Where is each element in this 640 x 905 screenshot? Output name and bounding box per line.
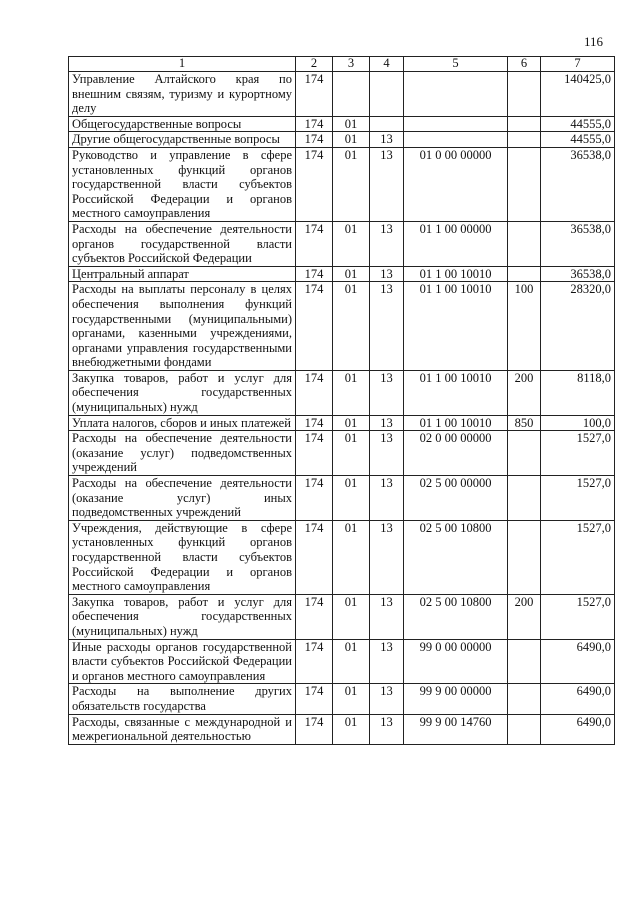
expense-type-cell <box>508 684 541 714</box>
section-code-cell: 01 <box>333 714 370 744</box>
ministry-code-cell: 174 <box>296 714 333 744</box>
expense-type-cell: 100 <box>508 282 541 371</box>
amount-cell: 1527,0 <box>541 476 615 521</box>
expense-name-cell: Расходы, связанные с международной и межрегиональной деятельностью <box>69 714 296 744</box>
expense-type-cell <box>508 72 541 117</box>
column-header: 7 <box>541 57 615 72</box>
ministry-code-cell: 174 <box>296 116 333 132</box>
amount-cell: 100,0 <box>541 415 615 431</box>
ministry-code-cell: 174 <box>296 594 333 639</box>
column-header: 5 <box>404 57 508 72</box>
expense-name-cell: Закупка товаров, работ и услуг для обеспечения государственных (муниципальных) нужд <box>69 370 296 415</box>
section-code-cell: 01 <box>333 639 370 684</box>
subsection-code-cell: 13 <box>370 639 404 684</box>
table-row <box>69 639 615 684</box>
section-code-cell <box>333 72 370 117</box>
amount-cell: 8118,0 <box>541 370 615 415</box>
subsection-code-cell: 13 <box>370 415 404 431</box>
expense-type-cell <box>508 132 541 148</box>
expense-type-cell <box>508 714 541 744</box>
ministry-code-cell: 174 <box>296 221 333 266</box>
target-article-cell: 99 9 00 14760 <box>404 714 508 744</box>
column-header-row <box>69 57 615 72</box>
target-article-cell <box>404 116 508 132</box>
column-header: 6 <box>508 57 541 72</box>
subsection-code-cell: 13 <box>370 282 404 371</box>
section-code-cell: 01 <box>333 684 370 714</box>
amount-cell: 36538,0 <box>541 266 615 282</box>
column-header: 2 <box>296 57 333 72</box>
section-code-cell: 01 <box>333 221 370 266</box>
section-code-cell: 01 <box>333 594 370 639</box>
column-header: 3 <box>333 57 370 72</box>
expense-name-cell: Общегосударственные вопросы <box>69 116 296 132</box>
amount-cell: 6490,0 <box>541 684 615 714</box>
target-article-cell: 01 1 00 10010 <box>404 266 508 282</box>
table-row <box>69 594 615 639</box>
expense-name-cell: Расходы на выполнение других обязательств государства <box>69 684 296 714</box>
amount-cell: 6490,0 <box>541 639 615 684</box>
table-row <box>69 221 615 266</box>
subsection-code-cell: 13 <box>370 520 404 594</box>
amount-cell: 140425,0 <box>541 72 615 117</box>
amount-cell: 36538,0 <box>541 147 615 221</box>
column-header: 1 <box>69 57 296 72</box>
target-article-cell: 01 1 00 00000 <box>404 221 508 266</box>
subsection-code-cell: 13 <box>370 147 404 221</box>
ministry-code-cell: 174 <box>296 476 333 521</box>
subsection-code-cell: 13 <box>370 221 404 266</box>
table-row <box>69 714 615 744</box>
subsection-code-cell: 13 <box>370 266 404 282</box>
table-row <box>69 147 615 221</box>
target-article-cell <box>404 72 508 117</box>
expense-type-cell <box>508 147 541 221</box>
target-article-cell: 02 0 00 00000 <box>404 431 508 476</box>
expense-name-cell: Руководство и управление в сфере установленных функций органов государственной власти субъектов Российской Федерации и органов местного самоуправления <box>69 147 296 221</box>
ministry-code-cell: 174 <box>296 431 333 476</box>
subsection-code-cell: 13 <box>370 476 404 521</box>
budget-table-body <box>69 57 615 745</box>
target-article-cell: 02 5 00 10800 <box>404 594 508 639</box>
target-article-cell: 01 1 00 10010 <box>404 370 508 415</box>
table-row <box>69 132 615 148</box>
expense-type-cell <box>508 116 541 132</box>
section-code-cell: 01 <box>333 116 370 132</box>
table-row <box>69 476 615 521</box>
table-row <box>69 72 615 117</box>
target-article-cell <box>404 132 508 148</box>
subsection-code-cell <box>370 116 404 132</box>
amount-cell: 28320,0 <box>541 282 615 371</box>
page-number: 116 <box>584 34 604 49</box>
section-code-cell: 01 <box>333 476 370 521</box>
table-row <box>69 415 615 431</box>
expense-type-cell: 200 <box>508 594 541 639</box>
section-code-cell: 01 <box>333 266 370 282</box>
section-code-cell: 01 <box>333 431 370 476</box>
expense-type-cell <box>508 476 541 521</box>
subsection-code-cell <box>370 72 404 117</box>
expense-type-cell <box>508 520 541 594</box>
ministry-code-cell: 174 <box>296 282 333 371</box>
section-code-cell: 01 <box>333 415 370 431</box>
section-code-cell: 01 <box>333 370 370 415</box>
table-row <box>69 431 615 476</box>
expense-type-cell <box>508 431 541 476</box>
table-row <box>69 520 615 594</box>
ministry-code-cell: 174 <box>296 370 333 415</box>
subsection-code-cell: 13 <box>370 370 404 415</box>
expense-name-cell: Расходы на выплаты персоналу в целях обеспечения выполнения функций государственными (муниципальными) органами, казенными учреждениями, органами управления государственными внебюджетными фондами <box>69 282 296 371</box>
table-row <box>69 116 615 132</box>
target-article-cell: 01 0 00 00000 <box>404 147 508 221</box>
amount-cell: 44555,0 <box>541 132 615 148</box>
target-article-cell: 01 1 00 10010 <box>404 415 508 431</box>
subsection-code-cell: 13 <box>370 132 404 148</box>
ministry-code-cell: 174 <box>296 266 333 282</box>
section-code-cell: 01 <box>333 147 370 221</box>
expense-name-cell: Управление Алтайского края по внешним связям, туризму и курортному делу <box>69 72 296 117</box>
table-row <box>69 684 615 714</box>
target-article-cell: 99 9 00 00000 <box>404 684 508 714</box>
table-row <box>69 282 615 371</box>
expense-name-cell: Уплата налогов, сборов и иных платежей <box>69 415 296 431</box>
section-code-cell: 01 <box>333 282 370 371</box>
expense-name-cell: Закупка товаров, работ и услуг для обеспечения государственных (муниципальных) нужд <box>69 594 296 639</box>
amount-cell: 1527,0 <box>541 431 615 476</box>
subsection-code-cell: 13 <box>370 714 404 744</box>
expense-name-cell: Расходы на обеспечение деятельности органов государственной власти субъектов Российской Федерации <box>69 221 296 266</box>
section-code-cell: 01 <box>333 132 370 148</box>
subsection-code-cell: 13 <box>370 684 404 714</box>
expense-name-cell: Иные расходы органов государственной власти субъектов Российской Федерации и органов местного самоуправления <box>69 639 296 684</box>
expense-type-cell <box>508 266 541 282</box>
ministry-code-cell: 174 <box>296 415 333 431</box>
target-article-cell: 02 5 00 10800 <box>404 520 508 594</box>
expense-name-cell: Центральный аппарат <box>69 266 296 282</box>
target-article-cell: 99 0 00 00000 <box>404 639 508 684</box>
target-article-cell: 02 5 00 00000 <box>404 476 508 521</box>
table-row <box>69 266 615 282</box>
expense-type-cell <box>508 639 541 684</box>
expense-type-cell: 200 <box>508 370 541 415</box>
ministry-code-cell: 174 <box>296 520 333 594</box>
subsection-code-cell: 13 <box>370 431 404 476</box>
target-article-cell: 01 1 00 10010 <box>404 282 508 371</box>
ministry-code-cell: 174 <box>296 72 333 117</box>
ministry-code-cell: 174 <box>296 684 333 714</box>
amount-cell: 6490,0 <box>541 714 615 744</box>
expense-name-cell: Учреждения, действующие в сфере установленных функций органов государственной власти субъектов Российской Федерации и органов местного самоуправления <box>69 520 296 594</box>
budget-table <box>68 56 615 745</box>
ministry-code-cell: 174 <box>296 147 333 221</box>
section-code-cell: 01 <box>333 520 370 594</box>
ministry-code-cell: 174 <box>296 639 333 684</box>
expense-name-cell: Расходы на обеспечение деятельности (оказание услуг) подведомственных учреждений <box>69 431 296 476</box>
expense-name-cell: Расходы на обеспечение деятельности (оказание услуг) иных подведомственных учреждений <box>69 476 296 521</box>
amount-cell: 36538,0 <box>541 221 615 266</box>
subsection-code-cell: 13 <box>370 594 404 639</box>
amount-cell: 1527,0 <box>541 594 615 639</box>
amount-cell: 1527,0 <box>541 520 615 594</box>
expense-name-cell: Другие общегосударственные вопросы <box>69 132 296 148</box>
column-header: 4 <box>370 57 404 72</box>
amount-cell: 44555,0 <box>541 116 615 132</box>
expense-type-cell <box>508 221 541 266</box>
table-row <box>69 370 615 415</box>
expense-type-cell: 850 <box>508 415 541 431</box>
ministry-code-cell: 174 <box>296 132 333 148</box>
